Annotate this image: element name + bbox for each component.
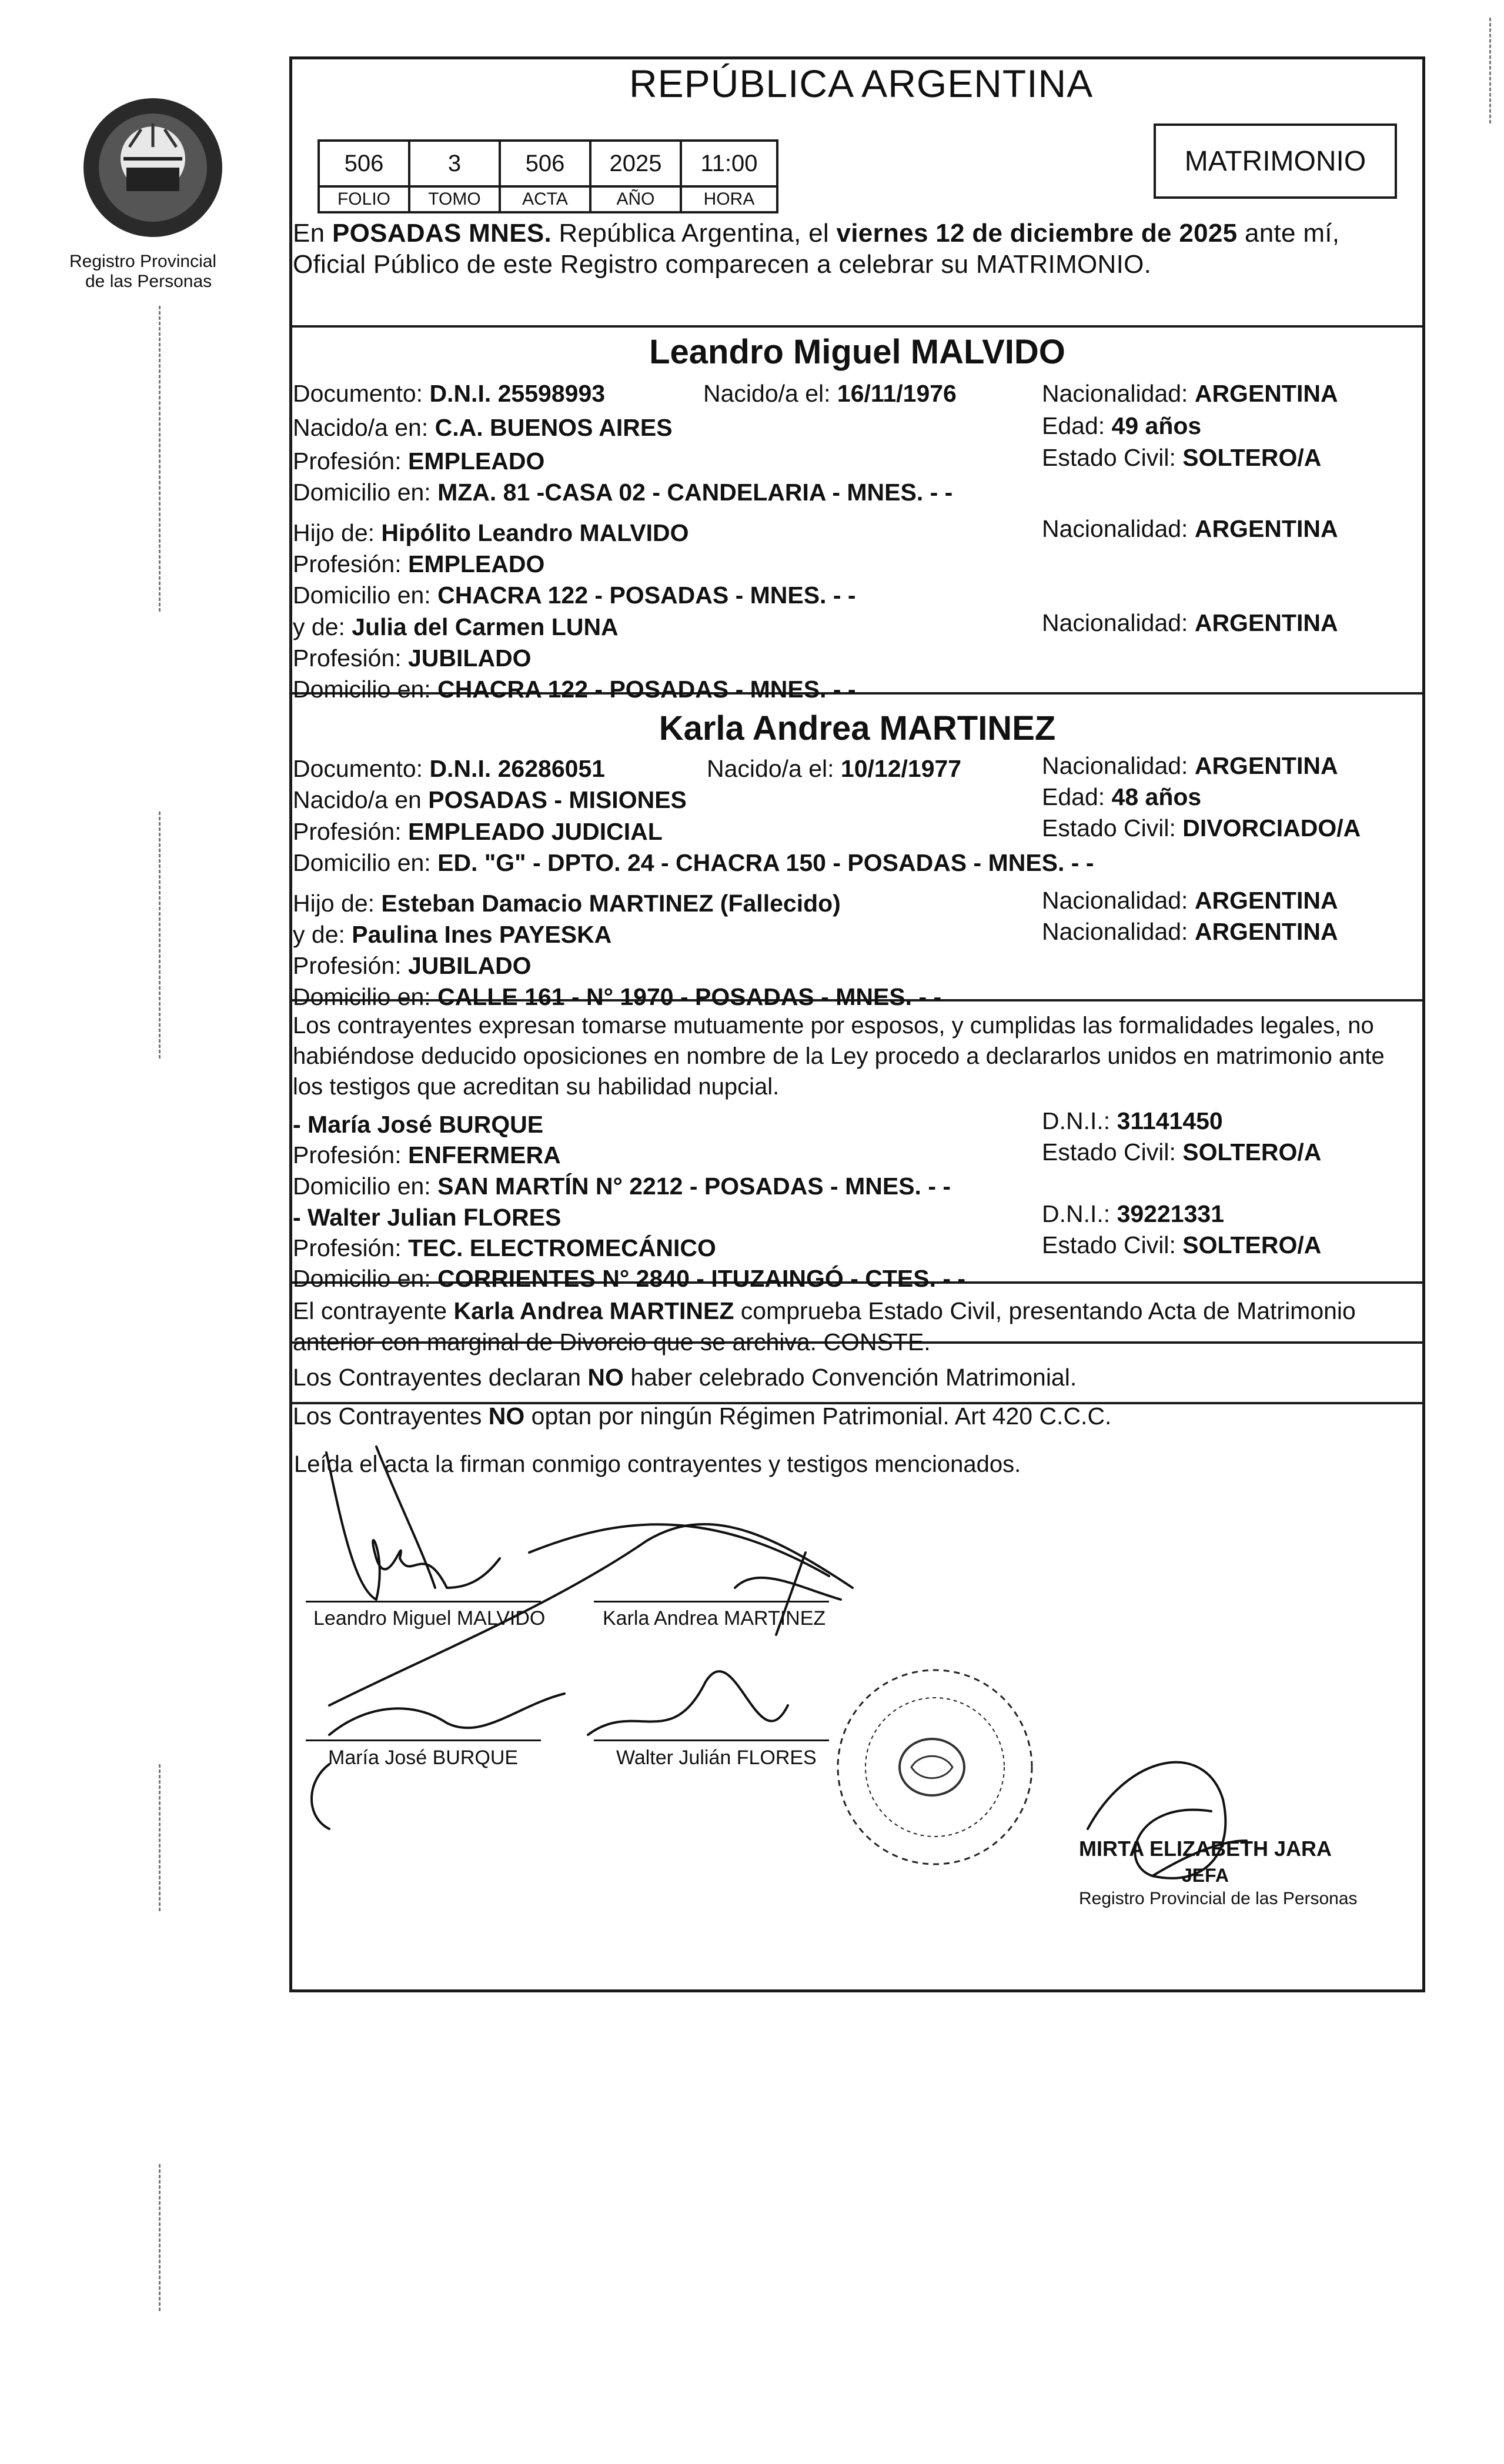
declaration-line-2: habiéndose deducido oposiciones en nombre de la Ley procedo a declararlos unidos en matrimonio ante	[293, 1043, 1385, 1069]
bride-mother-profession: Profesión: JUBILADO	[293, 952, 532, 979]
officer-name: MIRTA ELIZABETH JARA	[1079, 1837, 1332, 1861]
acta-label: ACTA	[500, 186, 590, 212]
page-title: REPÚBLICA ARGENTINA	[629, 62, 1094, 105]
hour-label: HORA	[681, 186, 777, 212]
groom-name: Leandro Miguel MALVIDO	[649, 333, 1065, 371]
witness-1-dni: D.N.I.: 31141450	[1042, 1107, 1223, 1134]
officer-office: Registro Provincial de las Personas	[1079, 1889, 1358, 1908]
witness2-signature-line	[594, 1740, 829, 1741]
bride-address: Domicilio en: ED. "G" - DPTO. 24 - CHACRA 150 - POSADAS - MNES. - -	[293, 849, 1094, 876]
groom-birthplace: Nacido/a en: C.A. BUENOS AIRES	[293, 414, 673, 441]
folio-value: 506	[319, 141, 409, 186]
ceremony-city: POSADAS MNES.	[332, 219, 552, 248]
bride-profession: Profesión: EMPLEADO JUDICIAL	[293, 818, 663, 845]
groom-father-address: Domicilio en: CHACRA 122 - POSADAS - MNES. - -	[293, 582, 856, 609]
tomo-value: 3	[409, 141, 500, 186]
groom-nationality: Nacionalidad: ARGENTINA	[1042, 380, 1338, 407]
officer-title: JEFA	[1182, 1865, 1229, 1886]
bride-signature-line	[594, 1601, 829, 1602]
regime-line-1: Los Contrayentes declaran NO haber celebrado Convención Matrimonial.	[293, 1364, 1077, 1391]
bride-name: Karla Andrea MARTINEZ	[659, 709, 1056, 747]
groom-age: Edad: 49 años	[1042, 412, 1202, 439]
year-label: AÑO	[590, 186, 681, 212]
closing-line: Leída el acta la firman conmigo contrayentes y testigos mencionados.	[294, 1451, 1021, 1477]
margin-line	[159, 306, 161, 612]
intro-line-2: Oficial Público de este Registro comparecen a celebrar su MATRIMONIO.	[293, 250, 1152, 279]
witness-2-civil-status: Estado Civil: SOLTERO/A	[1042, 1231, 1322, 1258]
margin-line	[1489, 18, 1491, 123]
witness-1-profession: Profesión: ENFERMERA	[293, 1141, 561, 1168]
bride-nationality: Nacionalidad: ARGENTINA	[1042, 752, 1338, 779]
margin-line	[159, 2164, 161, 2311]
bride-father-nationality: Nacionalidad: ARGENTINA	[1042, 887, 1338, 914]
declaration-line-1: Los contrayentes expresan tomarse mutuamente por esposos, y cumplidas las formalidades legales, no	[293, 1013, 1374, 1039]
record-type-box: MATRIMONIO	[1154, 123, 1397, 199]
bride-age: Edad: 48 años	[1042, 783, 1202, 810]
bride-mother: y de: Paulina Ines PAYESKA	[293, 921, 612, 948]
witness-2-profession: Profesión: TEC. ELECTROMECÁNICO	[293, 1234, 716, 1261]
intro-line-1: En POSADAS MNES. República Argentina, el viernes 12 de diciembre de 2025 ante mí,	[293, 219, 1340, 248]
note-line-1: El contrayente Karla Andrea MARTINEZ comprueba Estado Civil, presentando Acta de Matrimonio	[293, 1297, 1356, 1324]
bride-father: Hijo de: Esteban Damacio MARTINEZ (Fallecido)	[293, 890, 841, 917]
witness-2-dni: D.N.I.: 39221331	[1042, 1200, 1224, 1227]
declaration-line-3: los testigos que acreditan su habilidad nupcial.	[293, 1074, 780, 1100]
groom-father: Hijo de: Hipólito Leandro MALVIDO	[293, 519, 689, 546]
bride-mother-nationality: Nacionalidad: ARGENTINA	[1042, 918, 1338, 945]
witness-2-address: Domicilio en: CORRIENTES N° 2840 - ITUZAINGÓ - CTES. - -	[293, 1265, 966, 1292]
note-line-2: anterior con marginal de Divorcio que se archiva. CONSTE.	[293, 1328, 931, 1355]
groom-mother-profession: Profesión: JUBILADO	[293, 645, 532, 672]
groom-birthdate: Nacido/a el: 16/11/1976	[703, 380, 957, 407]
tomo-label: TOMO	[409, 186, 500, 212]
groom-document: Documento: D.N.I. 25598993	[293, 380, 606, 407]
margin-line	[159, 1764, 161, 1911]
witness1-signature-label: María José BURQUE	[328, 1747, 519, 1769]
divider	[292, 325, 1422, 328]
folio-label: FOLIO	[319, 186, 409, 212]
margin-line	[159, 812, 161, 1059]
groom-mother: y de: Julia del Carmen LUNA	[293, 613, 619, 640]
official-stamp	[820, 1658, 1050, 1876]
groom-profession: Profesión: EMPLEADO	[293, 448, 545, 475]
acta-value: 506	[500, 141, 590, 186]
hour-value: 11:00	[681, 141, 777, 186]
witness2-signature-label: Walter Julián FLORES	[616, 1747, 817, 1769]
witness-1-civil-status: Estado Civil: SOLTERO/A	[1042, 1138, 1322, 1166]
witness-2-name: - Walter Julian FLORES	[293, 1204, 562, 1231]
ceremony-date: viernes 12 de diciembre de 2025	[836, 219, 1238, 248]
groom-mother-nationality: Nacionalidad: ARGENTINA	[1042, 609, 1338, 636]
bride-mother-address: Domicilio en: CALLE 161 - N° 1970 - POSADAS - MNES. - -	[293, 983, 942, 1010]
witness1-signature-line	[306, 1740, 541, 1741]
bride-birthdate: Nacido/a el: 10/12/1977	[707, 755, 962, 782]
groom-father-profession: Profesión: EMPLEADO	[293, 550, 545, 577]
groom-signature-label: Leandro Miguel MALVIDO	[313, 1607, 546, 1630]
regime-line-2: Los Contrayentes NO optan por ningún Régimen Patrimonial. Art 420 C.C.C.	[293, 1403, 1112, 1430]
logo-caption-line2: de las Personas	[85, 272, 212, 291]
groom-father-nationality: Nacionalidad: ARGENTINA	[1042, 515, 1338, 542]
witness-1-name: - María José BURQUE	[293, 1111, 544, 1138]
witness-1-address: Domicilio en: SAN MARTÍN N° 2212 - POSADAS - MNES. - -	[293, 1173, 951, 1200]
groom-address: Domicilio en: MZA. 81 -CASA 02 - CANDELARIA - MNES. - -	[293, 479, 953, 506]
bride-birthplace: Nacido/a en POSADAS - MISIONES	[293, 786, 687, 813]
groom-mother-address: Domicilio en: CHACRA 122 - POSADAS - MNES. - -	[293, 676, 856, 703]
bride-document: Documento: D.N.I. 26286051	[293, 755, 606, 782]
bride-signature-label: Karla Andrea MARTINEZ	[603, 1607, 826, 1630]
province-seal-icon	[82, 88, 223, 247]
year-value: 2025	[590, 141, 681, 186]
groom-signature-line	[306, 1601, 541, 1602]
bride-civil-status: Estado Civil: DIVORCIADO/A	[1042, 814, 1361, 842]
groom-civil-status: Estado Civil: SOLTERO/A	[1042, 444, 1322, 471]
logo-caption-line1: Registro Provincial	[69, 252, 217, 271]
stamp-seal-icon	[820, 1658, 1050, 1876]
registry-logo	[82, 88, 223, 247]
